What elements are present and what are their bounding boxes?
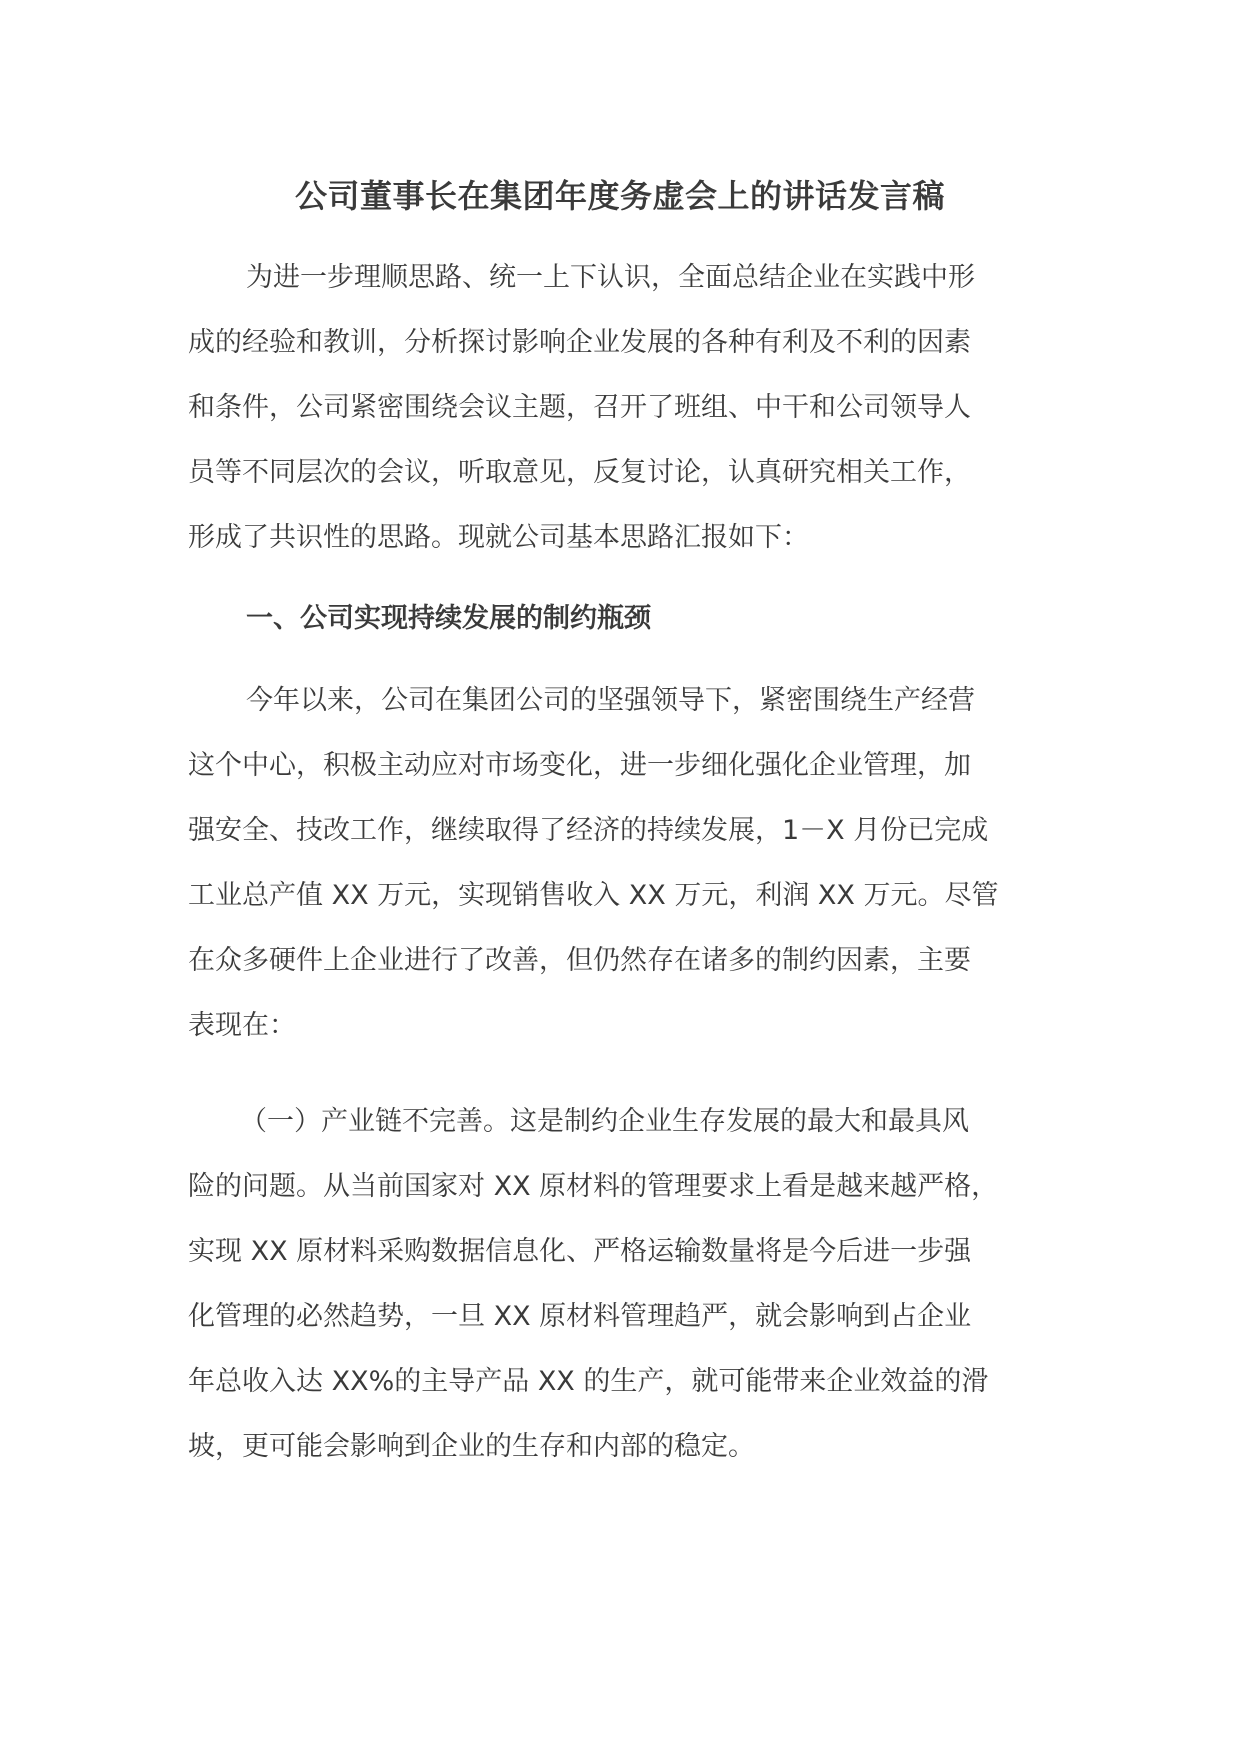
item1-line: 险的问题。从当前国家对 XX 原材料的管理要求上看是越来越严格， xyxy=(188,1171,999,1202)
item1-line: 坡，更可能会影响到企业的生存和内部的稳定。 xyxy=(188,1431,755,1462)
section1-line: 工业总产值 XX 万元，实现销售收入 XX 万元，利润 XX 万元。尽管 xyxy=(188,880,999,911)
section-heading-1: 一、公司实现持续发展的制约瓶颈 xyxy=(246,603,651,634)
item1-line: （一）产业链不完善。这是制约企业生存发展的最大和最具风 xyxy=(240,1106,969,1137)
intro-line: 为进一步理顺思路、统一上下认识，全面总结企业在实践中形 xyxy=(246,262,975,293)
section1-line: 表现在： xyxy=(188,1010,296,1041)
section1-line: 强安全、技改工作，继续取得了经济的持续发展，1－X 月份已完成 xyxy=(188,815,989,846)
document-title: 公司董事长在集团年度务虚会上的讲话发言稿 xyxy=(294,177,945,215)
intro-line: 成的经验和教训，分析探讨影响企业发展的各种有利及不利的因素 xyxy=(188,327,971,358)
item1-paragraph xyxy=(188,1089,1056,1479)
section1-paragraph xyxy=(188,668,1056,1058)
section1-line: 今年以来，公司在集团公司的坚强领导下，紧密围绕生产经营 xyxy=(246,685,975,716)
intro-line: 员等不同层次的会议，听取意见，反复讨论，认真研究相关工作， xyxy=(188,457,971,488)
intro-line: 和条件，公司紧密围绕会议主题，召开了班组、中干和公司领导人 xyxy=(188,392,971,423)
item1-line: 年总收入达 XX%的主导产品 XX 的生产，就可能带来企业效益的滑 xyxy=(188,1366,989,1397)
intro-paragraph xyxy=(188,245,1056,570)
section1-line: 这个中心，积极主动应对市场变化，进一步细化强化企业管理，加 xyxy=(188,750,971,781)
item1-line: 实现 XX 原材料采购数据信息化、严格运输数量将是今后进一步强 xyxy=(188,1236,972,1267)
intro-line: 形成了共识性的思路。现就公司基本思路汇报如下： xyxy=(188,522,809,553)
item1-line: 化管理的必然趋势，一旦 XX 原材料管理趋严，就会影响到占企业 xyxy=(188,1301,972,1332)
section1-line: 在众多硬件上企业进行了改善，但仍然存在诸多的制约因素，主要 xyxy=(188,945,971,976)
